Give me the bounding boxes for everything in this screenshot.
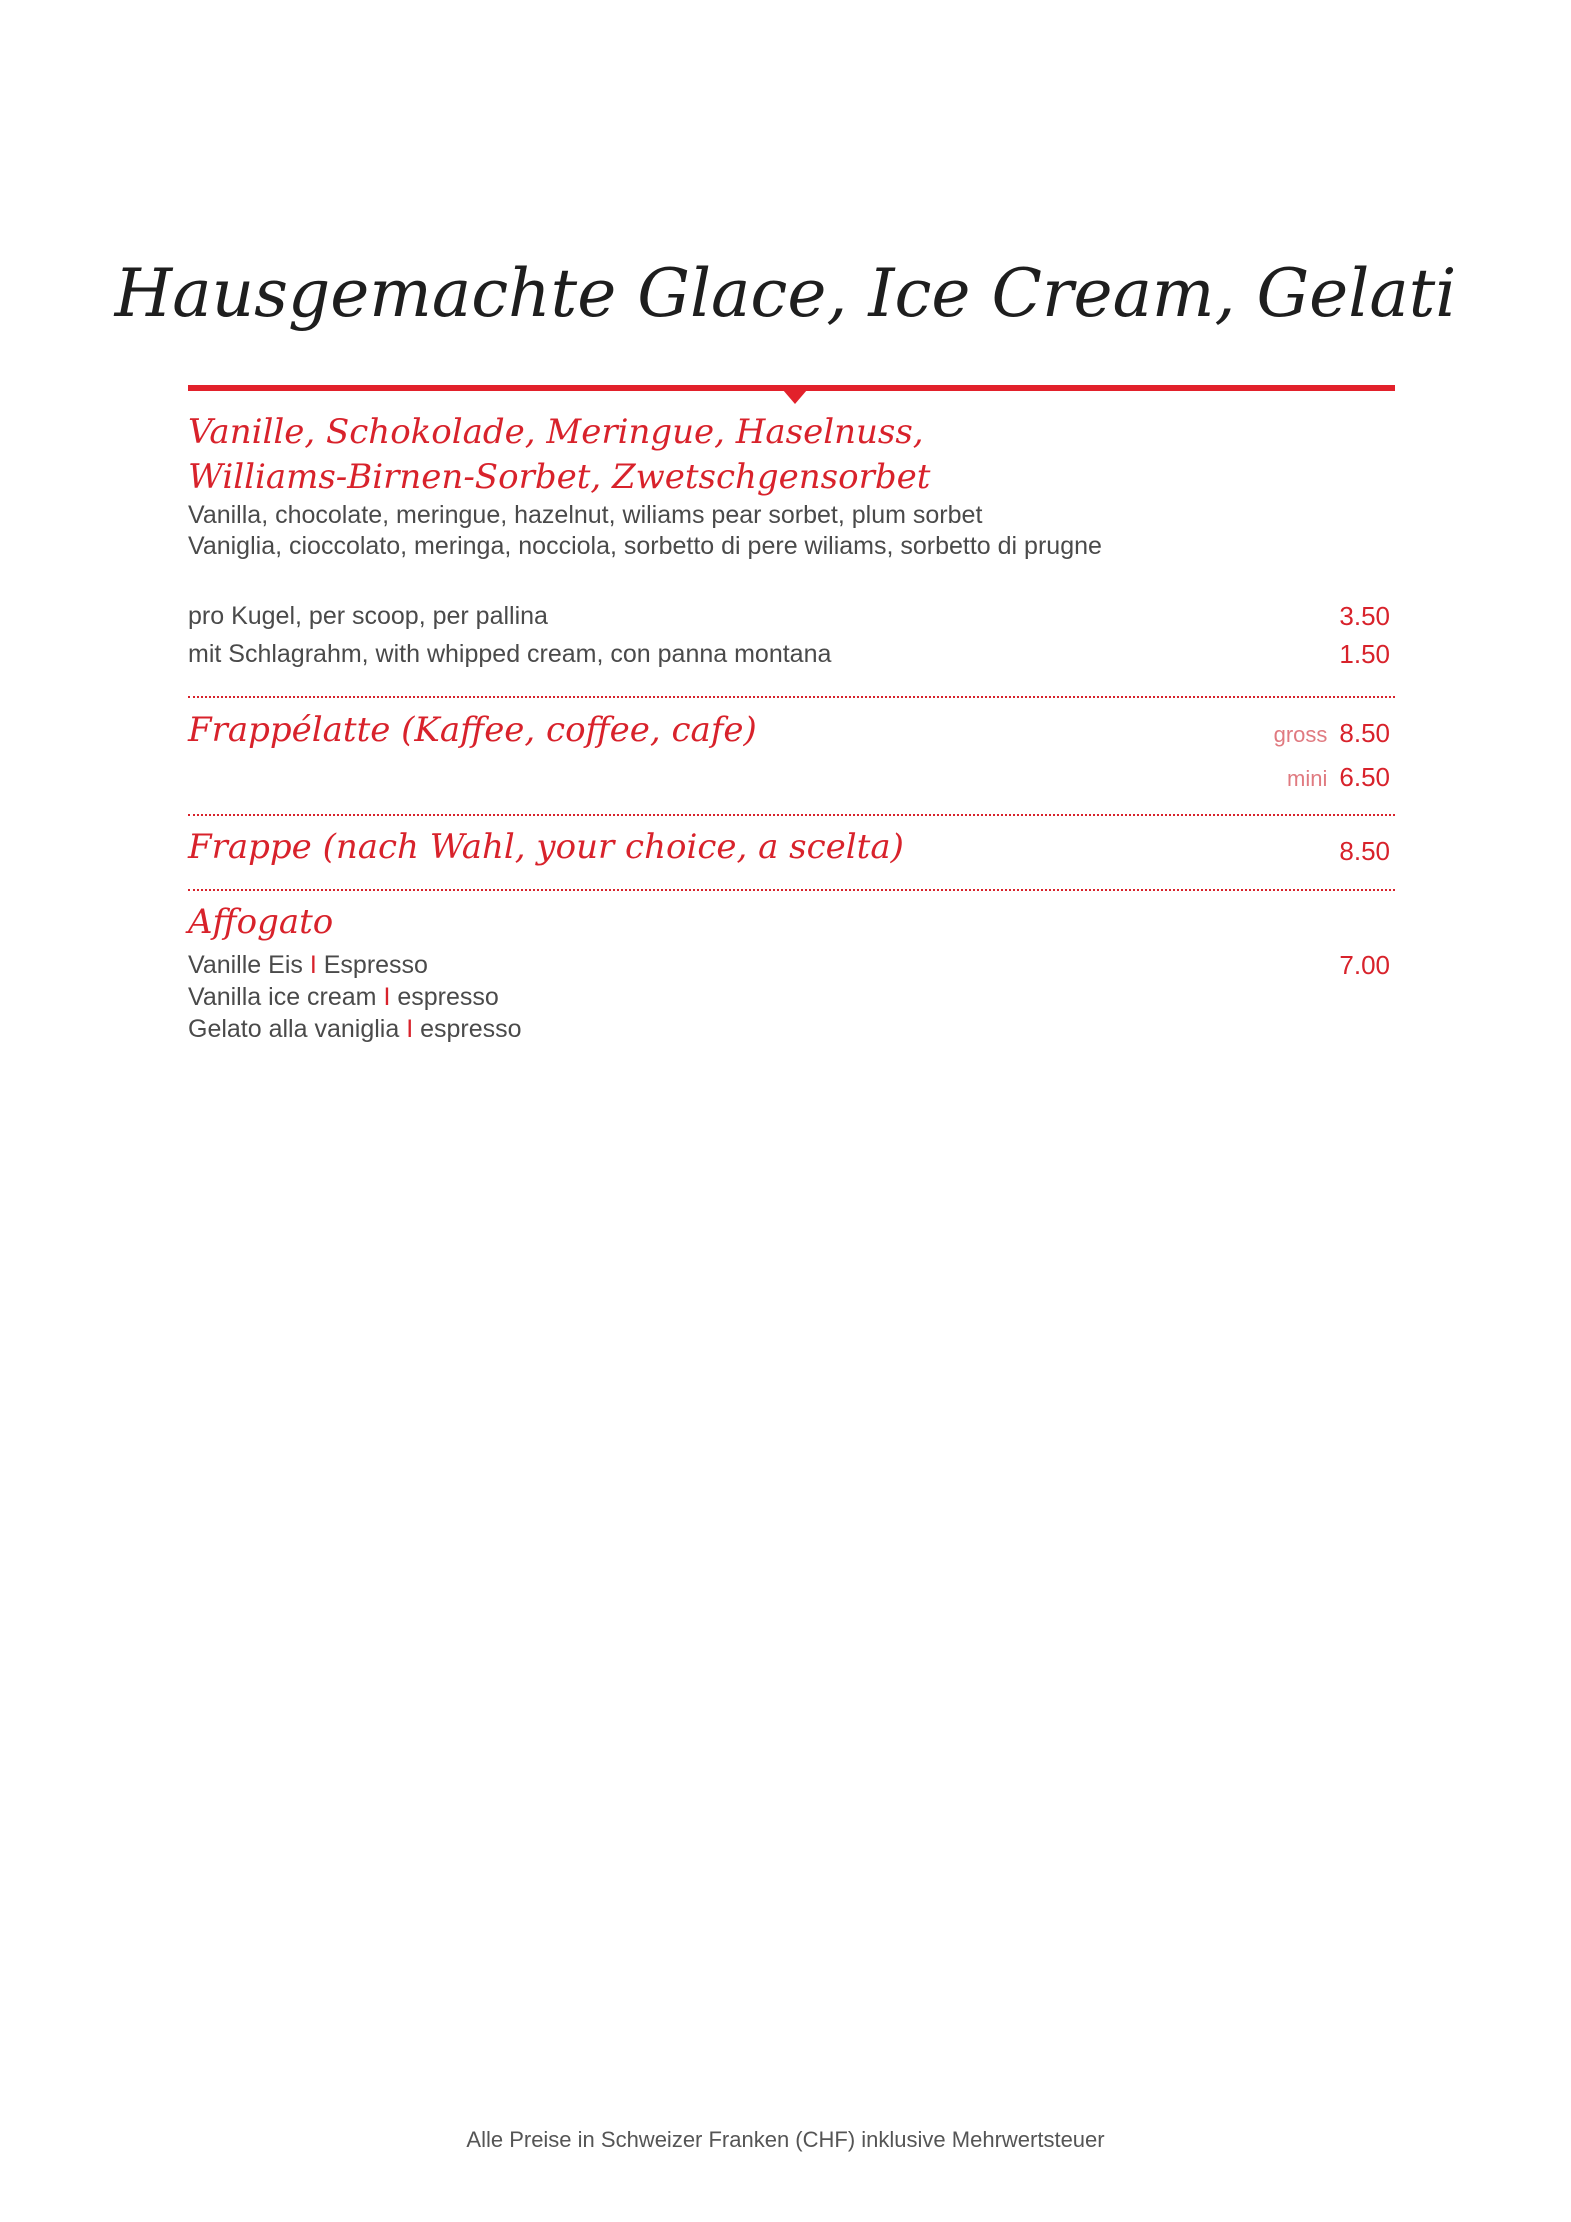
frappe-price: 8.50	[1339, 836, 1390, 866]
frappe-heading: Frappe (nach Wahl, your choice, a scelta)	[188, 827, 904, 867]
scoop-label: pro Kugel, per scoop, per pallina	[188, 602, 548, 630]
affogato-heading: Affogato	[188, 902, 334, 942]
separator: I	[309, 951, 317, 979]
ice-flavors-heading-line2: Williams-Birnen-Sorbet, Zwetschgensorbet	[188, 457, 931, 497]
frappelatte-price-mini	[1287, 762, 1390, 793]
ice-flavors-desc-en: Vanilla, chocolate, meringue, hazelnut, wiliams pear sorbet, plum sorbet	[188, 501, 983, 529]
size-label: gross	[1273, 722, 1328, 747]
affogato-line-de	[188, 951, 428, 980]
ice-flavors-desc-it: Vaniglia, cioccolato, meringa, nocciola, sorbetto di pere wiliams, sorbetto di prugne	[188, 532, 1102, 560]
line-left: Vanille Eis	[188, 951, 303, 979]
line-right: espresso	[397, 983, 499, 1011]
page-title: Hausgemachte Glace, Ice Cream, Gelati	[114, 255, 1457, 332]
section-divider	[188, 696, 1395, 698]
frappelatte-price-gross	[1274, 718, 1390, 749]
line-right: espresso	[420, 1015, 522, 1043]
line-right: Espresso	[323, 951, 428, 979]
scoop-price: 3.50	[1339, 601, 1390, 631]
ice-flavors-heading-line1: Vanille, Schokolade, Meringue, Haselnuss,	[188, 412, 924, 452]
size-label: mini	[1287, 766, 1328, 791]
section-divider	[188, 889, 1395, 891]
frappelatte-heading: Frappélatte (Kaffee, coffee, cafe)	[188, 710, 757, 750]
affogato-price: 7.00	[1339, 950, 1390, 980]
price-value: 6.50	[1339, 762, 1390, 792]
whipped-cream-label: mit Schlagrahm, with whipped cream, con panna montana	[188, 640, 832, 668]
separator: I	[406, 1015, 414, 1043]
line-left: Vanilla ice cream	[188, 983, 377, 1011]
price-footnote: Alle Preise in Schweizer Franken (CHF) inklusive Mehrwertsteuer	[466, 2127, 1105, 2152]
price-value: 8.50	[1339, 718, 1390, 748]
whipped-cream-price: 1.50	[1339, 639, 1390, 669]
affogato-line-en	[188, 983, 499, 1012]
divider-notch	[783, 390, 807, 404]
section-divider	[188, 814, 1395, 816]
separator: I	[383, 983, 391, 1011]
line-left: Gelato alla vaniglia	[188, 1015, 400, 1043]
affogato-line-it	[188, 1015, 522, 1044]
